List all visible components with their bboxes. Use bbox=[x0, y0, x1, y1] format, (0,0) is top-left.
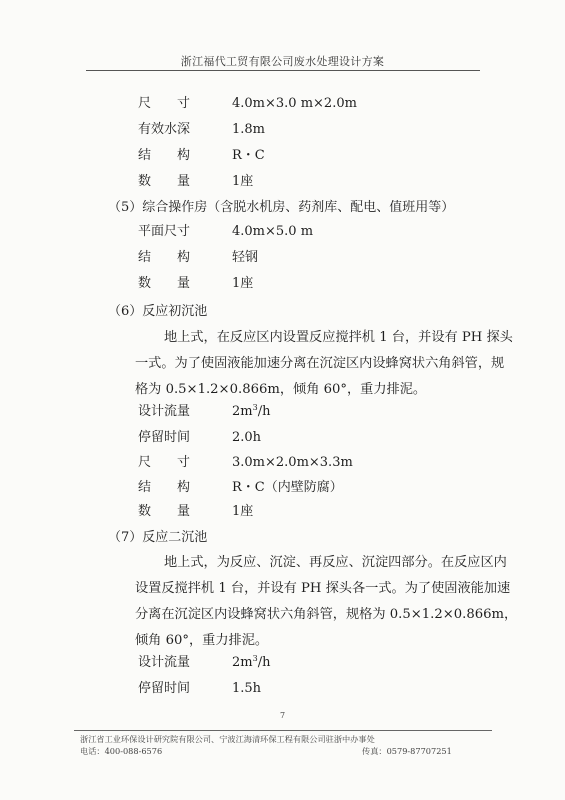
spec-value bbox=[232, 404, 270, 420]
paragraph-line: 地上式，在反应区内设置反应搅拌机 1 台，并设有 PH 探头 bbox=[164, 330, 513, 345]
spec-label: 设计流量 bbox=[138, 404, 191, 419]
value-suffix: /h bbox=[257, 404, 271, 419]
paragraph-line: 地上式，为反应、沉淀、再反应、沉淀四部分。在反应区内 bbox=[164, 555, 507, 570]
spec-label: 结 构 bbox=[138, 250, 191, 265]
spec-value: 1座 bbox=[232, 174, 254, 189]
spec-value: 1座 bbox=[232, 276, 254, 291]
paragraph-line: 分离在沉淀区内设蜂窝状六角斜管，规格为 0.5×1.2×0.866m， bbox=[135, 607, 518, 622]
spec-value: 2.0h bbox=[232, 430, 262, 445]
spec-label: 结 构 bbox=[138, 148, 191, 163]
section-heading-7: （7）反应二沉池 bbox=[108, 530, 208, 545]
footer-company: 浙江省工业环保设计研究院有限公司、宁波江海清环保工程有限公司驻浙中办事处 bbox=[80, 734, 375, 744]
spec-value: 1.8m bbox=[232, 122, 266, 137]
spec-label: 停留时间 bbox=[138, 430, 191, 445]
spec-value: R・C bbox=[232, 148, 265, 163]
value-superscript: 3 bbox=[252, 654, 258, 663]
spec-label: 设计流量 bbox=[138, 655, 191, 670]
paragraph-line: 一式。为了使固液能加速分离在沉淀区内设蜂窝状六角斜管，规 bbox=[135, 356, 505, 371]
spec-value: 1座 bbox=[232, 504, 254, 519]
page-header-title: 浙江福代工贸有限公司废水处理设计方案 bbox=[180, 55, 385, 68]
spec-value: R・C（内壁防腐） bbox=[232, 480, 343, 495]
spec-value: 4.0m×3.0 m×2.0m bbox=[232, 96, 357, 111]
value-superscript: 3 bbox=[252, 403, 258, 412]
spec-value bbox=[232, 655, 270, 671]
spec-label: 数 量 bbox=[138, 276, 191, 291]
spec-value: 4.0m×5.0 m bbox=[232, 224, 314, 239]
paragraph-line: 格为 0.5×1.2×0.866m，倾角 60°，重力排泥。 bbox=[135, 382, 427, 397]
footer-phone: 电话：400-088-6576 bbox=[80, 746, 163, 756]
paragraph-line: 倾角 60°，重力排泥。 bbox=[135, 633, 269, 648]
page-number: 7 bbox=[279, 711, 286, 720]
header-divider bbox=[86, 70, 480, 71]
spec-label: 尺 寸 bbox=[138, 455, 191, 470]
section-heading-5: （5）综合操作房（含脱水机房、药剂库、配电、值班用等） bbox=[108, 200, 455, 215]
value-text: 2m bbox=[232, 404, 253, 419]
section-heading-6: （6）反应初沉池 bbox=[108, 304, 208, 319]
spec-label: 数 量 bbox=[138, 174, 191, 189]
value-suffix: /h bbox=[257, 655, 271, 670]
paragraph-line: 设置反搅拌机 1 台，并设有 PH 探头各一式。为了使固液能加速 bbox=[135, 581, 511, 596]
spec-label: 停留时间 bbox=[138, 681, 191, 696]
spec-value: 轻钢 bbox=[232, 250, 259, 265]
spec-value: 3.0m×2.0m×3.3m bbox=[232, 455, 353, 470]
footer-fax: 传真：0579-87707251 bbox=[362, 746, 452, 756]
spec-label: 数 量 bbox=[138, 504, 191, 519]
spec-value: 1.5h bbox=[232, 681, 262, 696]
spec-label: 结 构 bbox=[138, 480, 191, 495]
spec-label: 尺 寸 bbox=[138, 96, 191, 111]
footer-divider bbox=[74, 730, 492, 731]
value-text: 2m bbox=[232, 655, 253, 670]
spec-label: 平面尺寸 bbox=[138, 224, 191, 239]
spec-label: 有效水深 bbox=[138, 122, 191, 137]
